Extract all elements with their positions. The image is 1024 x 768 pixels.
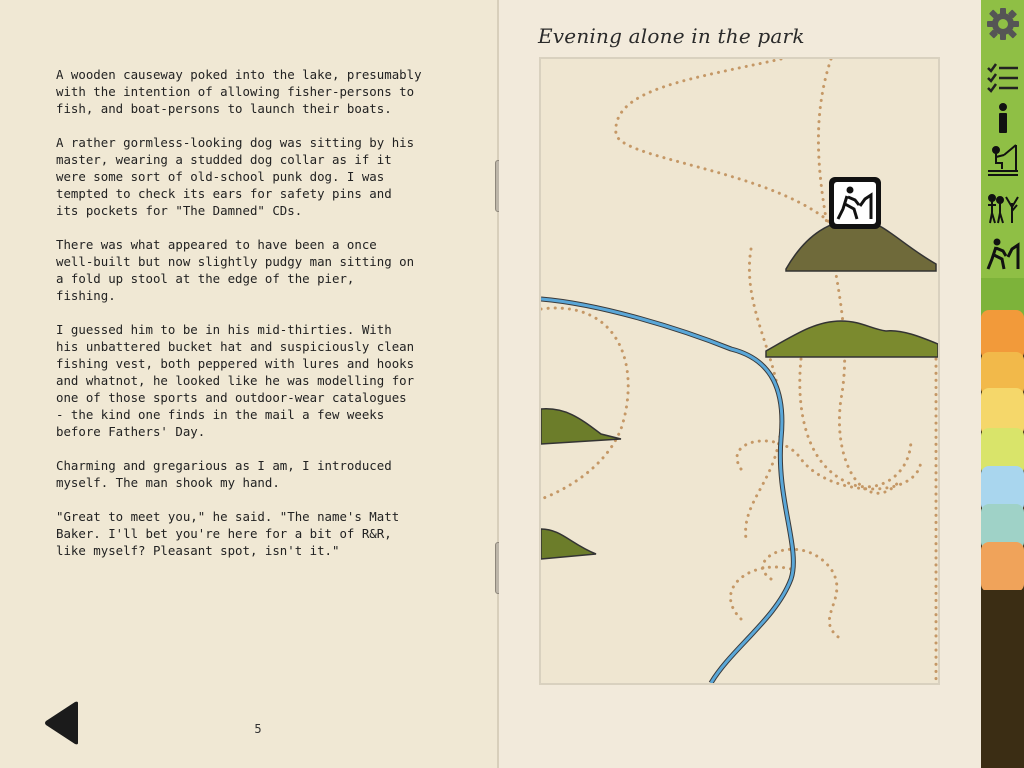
settings-button[interactable]: [981, 4, 1024, 44]
left-page: [0, 0, 498, 768]
hiking-icon: [986, 237, 1020, 271]
previous-page-button[interactable]: [42, 700, 82, 746]
checklist-button[interactable]: [981, 58, 1024, 98]
hiking-marker-icon: [829, 177, 881, 229]
sidebar: [981, 0, 1024, 768]
page-number: 5: [254, 722, 262, 736]
triangle-left-icon: [42, 700, 82, 746]
map-illustration: [541, 59, 938, 683]
checklist-icon: [986, 61, 1020, 95]
map-title: Evening alone in the park: [538, 24, 805, 48]
park-map[interactable]: [539, 57, 940, 685]
fishing-button[interactable]: [981, 140, 1024, 180]
story-text: [56, 66, 476, 576]
story-paragraph: Charming and gregarious as I am, I introduced myself. The man shook my hand.: [56, 458, 392, 490]
gear-icon: [986, 7, 1020, 41]
color-tab[interactable]: [981, 542, 1024, 592]
park-button[interactable]: [981, 188, 1024, 228]
park-icon: [986, 191, 1020, 225]
hiking-button[interactable]: [981, 234, 1024, 274]
story-paragraph: I guessed him to be in his mid-thirties. With his unbattered bucket hat and suspiciously clean fishing vest, both peppered with lures and hooks and whatnot, he looked like he was modelling for one of those sports and outdoor-wear catalogues - the kind one finds in the mail a few weeks before Fathers' Day.: [56, 322, 415, 439]
story-paragraph: A wooden causeway poked into the lake, presumably with the intention of allowing fisher-persons to fish, and boat-persons to launch their boats.: [56, 67, 422, 116]
story-paragraph: "Great to meet you," he said. "The name's Matt Baker. I'll bet you're here for a bit of R&R, like myself? Pleasant spot, isn't it.": [56, 509, 400, 558]
story-paragraph: There was what appeared to have been a once well-built but now slightly pudgy man sitting on a fold up stool at the edge of the pier, fishing.: [56, 237, 415, 303]
story-paragraph: A rather gormless-looking dog was sitting by his master, wearing a studded dog collar as if it were some sort of old-school punk dog. I was tempted to check its ears for safety pins and its pockets for "The Damned" CDs.: [56, 135, 415, 218]
sidebar-bottom-band: [981, 590, 1024, 768]
fishing-icon: [986, 143, 1020, 177]
info-button[interactable]: [981, 98, 1024, 138]
info-icon: [986, 101, 1020, 135]
